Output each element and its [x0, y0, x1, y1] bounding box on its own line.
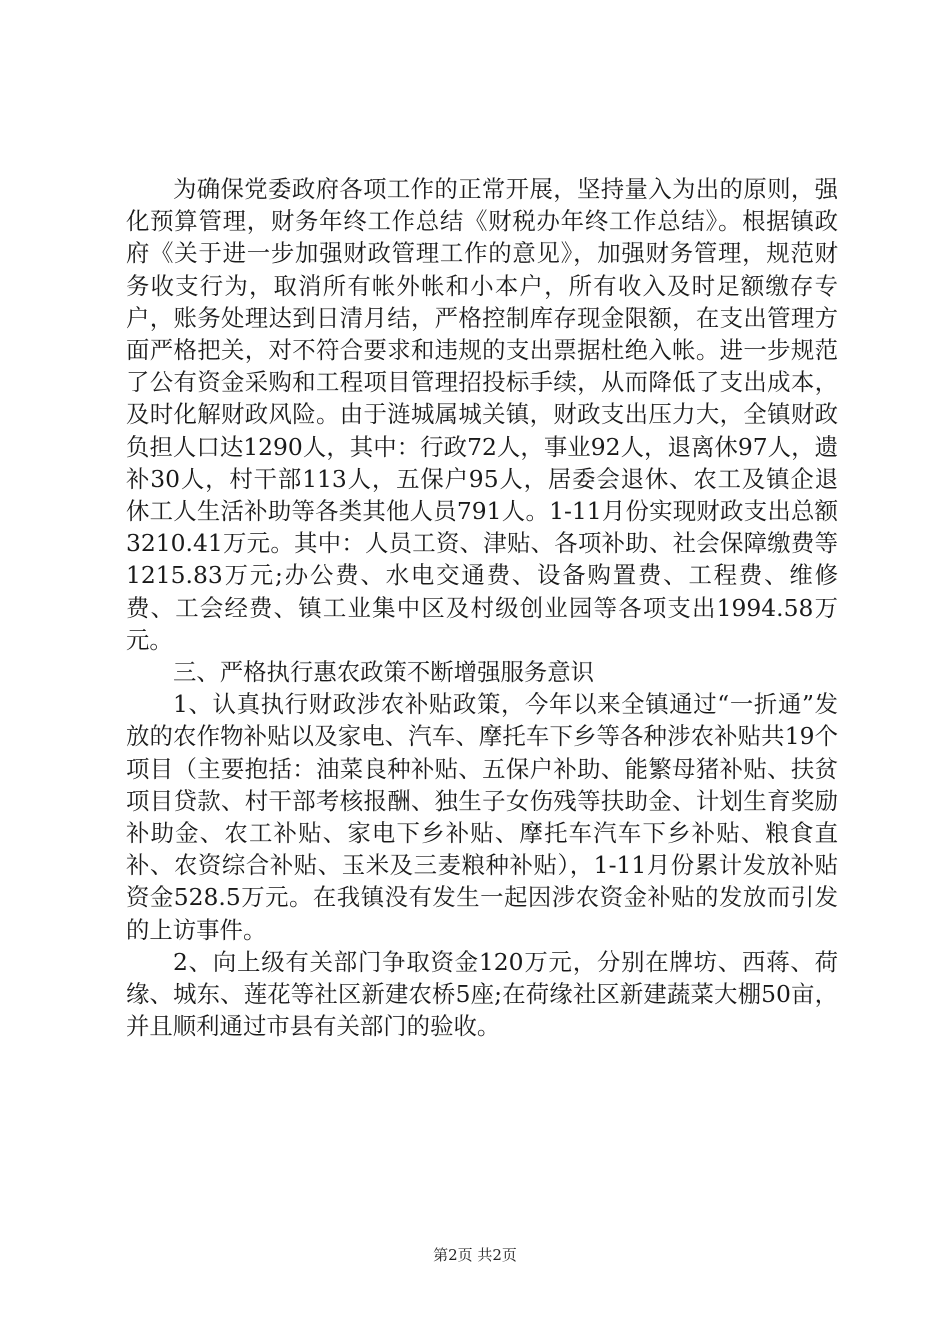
page-number-footer: 第2页 共2页 [433, 1246, 517, 1264]
section-heading-agricultural-policy: 三、严格执行惠农政策不断增强服务意识 [173, 658, 595, 687]
paragraph-funding-projects: 2、向上级有关部门争取资金120万元，分别在牌坊、西蒋、荷缘、城东、莲花等社区新建农桥5座;在荷缘社区新建蔬菜大棚50亩，并且顺利通过市县有关部门的验收。 [126, 947, 838, 1041]
paragraph-agricultural-subsidies: 1、认真执行财政涉农补贴政策，今年以来全镇通过“一折通”发放的农作物补贴以及家电、汽车、摩托车下乡等各种涉农补贴共19个项目（主要抱括：油菜良种补贴、五保户补助、能繁母猪补贴、扶贫项目贷款、村干部考核报酬、独生子女伤残等扶助金、计划生育奖励补助金、农工补贴、家电下乡补贴、摩托车汽车下乡补贴、粮食直补、农资综合补贴、玉米及三麦粮种补贴），1-11月份累计发放补贴资金528.5万元。在我镇没有发生一起因涉农资金补贴的发放而引发的上访事件。 [126, 690, 838, 944]
document-body [126, 173, 838, 1042]
paragraph-budget-management: 为确保党委政府各项工作的正常开展，坚持量入为出的原则，强化预算管理，财务年终工作总结《财税办年终工作总结》。根据镇政府《关于进一步加强财政管理工作的意见》，加强财务管理，规范财务收支行为，取消所有帐外帐和小本户，所有收入及时足额缴存专户，账务处理达到日清月结，严格控制库存现金限额，在支出管理方面严格把关，对不符合要求和违规的支出票据杜绝入帐。进一步规范了公有资金采购和工程项目管理招投标手续，从而降低了支出成本，及时化解财政风险。由于涟城属城关镇，财政支出压力大，全镇财政负担人口达1290人，其中：行政72人，事业92人，退离休97人，遗补30人，村干部113人，五保户95人，居委会退休、农工及镇企退休工人生活补助等各类其他人员791人。1-11月份实现财政支出总额3210.41万元。其中：人员工资、津贴、各项补助、社会保障缴费等1215.83万元;办公费、水电交通费、设备购置费、工程费、维修费、工会经费、镇工业集中区及村级创业园等各项支出1994.58万元。 [126, 175, 838, 654]
